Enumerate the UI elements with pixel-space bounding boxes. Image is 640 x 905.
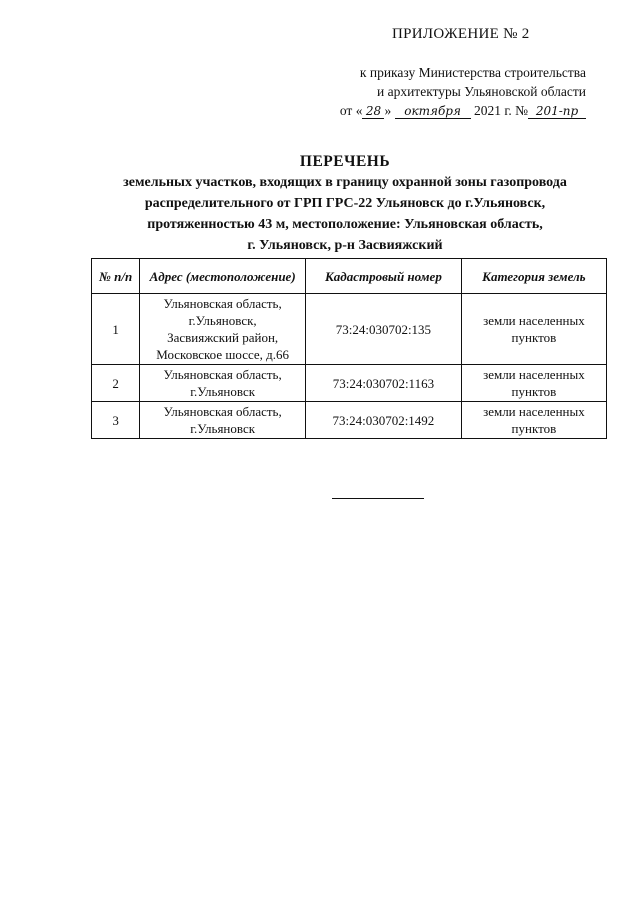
order-reference xyxy=(318,63,586,120)
heading-line-3: протяженностью 43 м, местоположение: Ульяновская область, xyxy=(147,217,543,232)
row-number: 2 xyxy=(92,365,140,402)
row-land-category xyxy=(461,402,606,439)
row-number: 3 xyxy=(92,402,140,439)
land-parcels-table xyxy=(91,258,607,439)
address-line: г.Ульяновск xyxy=(190,421,256,436)
category-line: земли населенных xyxy=(483,367,585,382)
document-heading xyxy=(60,152,630,256)
address-line: Ульяновская область, xyxy=(163,296,282,311)
row-land-category xyxy=(461,294,606,365)
appendix-title: ПРИЛОЖЕНИЕ № 2 xyxy=(392,26,530,42)
category-line: пунктов xyxy=(511,384,557,399)
row-address xyxy=(140,365,306,402)
table-row xyxy=(92,365,607,402)
address-line: Ульяновская область, xyxy=(163,404,282,419)
handwritten-month: октября xyxy=(395,104,471,119)
heading-line-2: распределительного от ГРП ГРС-22 Ульяновск до г.Ульяновск, xyxy=(144,196,546,211)
order-date-line xyxy=(318,101,586,120)
document-title: ПЕРЕЧЕНЬ xyxy=(299,153,391,170)
header-category: Категория земель xyxy=(461,259,606,294)
header-cadastral: Кадастровый номер xyxy=(306,259,462,294)
row-land-category xyxy=(461,365,606,402)
row-address xyxy=(140,402,306,439)
row-cadastral-number: 73:24:030702:1163 xyxy=(306,365,462,402)
row-address xyxy=(140,294,306,365)
address-line: г.Ульяновск, xyxy=(188,313,257,328)
header-number: № п/п xyxy=(92,259,140,294)
category-line: земли населенных xyxy=(483,404,585,419)
heading-line-1: земельных участков, входящих в границу охранной зоны газопровода xyxy=(123,175,567,190)
order-ref-line-2: и архитектуры Ульяновской области xyxy=(376,84,586,99)
date-prefix: от « xyxy=(339,103,363,118)
address-line: Московское шоссе, д.66 xyxy=(156,347,290,362)
row-number: 1 xyxy=(92,294,140,365)
address-line: Ульяновская область, xyxy=(163,367,282,382)
row-cadastral-number: 73:24:030702:135 xyxy=(306,294,462,365)
order-ref-line-1: к приказу Министерства строительства xyxy=(359,65,586,80)
category-line: пунктов xyxy=(511,330,557,345)
address-line: Засвияжский район, xyxy=(167,330,279,345)
handwritten-order-number: 201-пр xyxy=(528,104,586,119)
address-line: г.Ульяновск xyxy=(190,384,256,399)
number-prefix: № xyxy=(515,103,528,118)
category-line: земли населенных xyxy=(483,313,585,328)
order-year: 2021 г. xyxy=(473,103,512,118)
heading-line-4: г. Ульяновск, р-н Засвияжский xyxy=(247,238,443,253)
table-row xyxy=(92,402,607,439)
end-of-document-rule xyxy=(332,498,424,499)
handwritten-day: 28 xyxy=(362,104,384,119)
table-row xyxy=(92,294,607,365)
day-suffix: » xyxy=(384,103,392,118)
category-line: пунктов xyxy=(511,421,557,436)
row-cadastral-number: 73:24:030702:1492 xyxy=(306,402,462,439)
table-header-row xyxy=(92,259,607,294)
header-address: Адрес (местоположение) xyxy=(140,259,306,294)
